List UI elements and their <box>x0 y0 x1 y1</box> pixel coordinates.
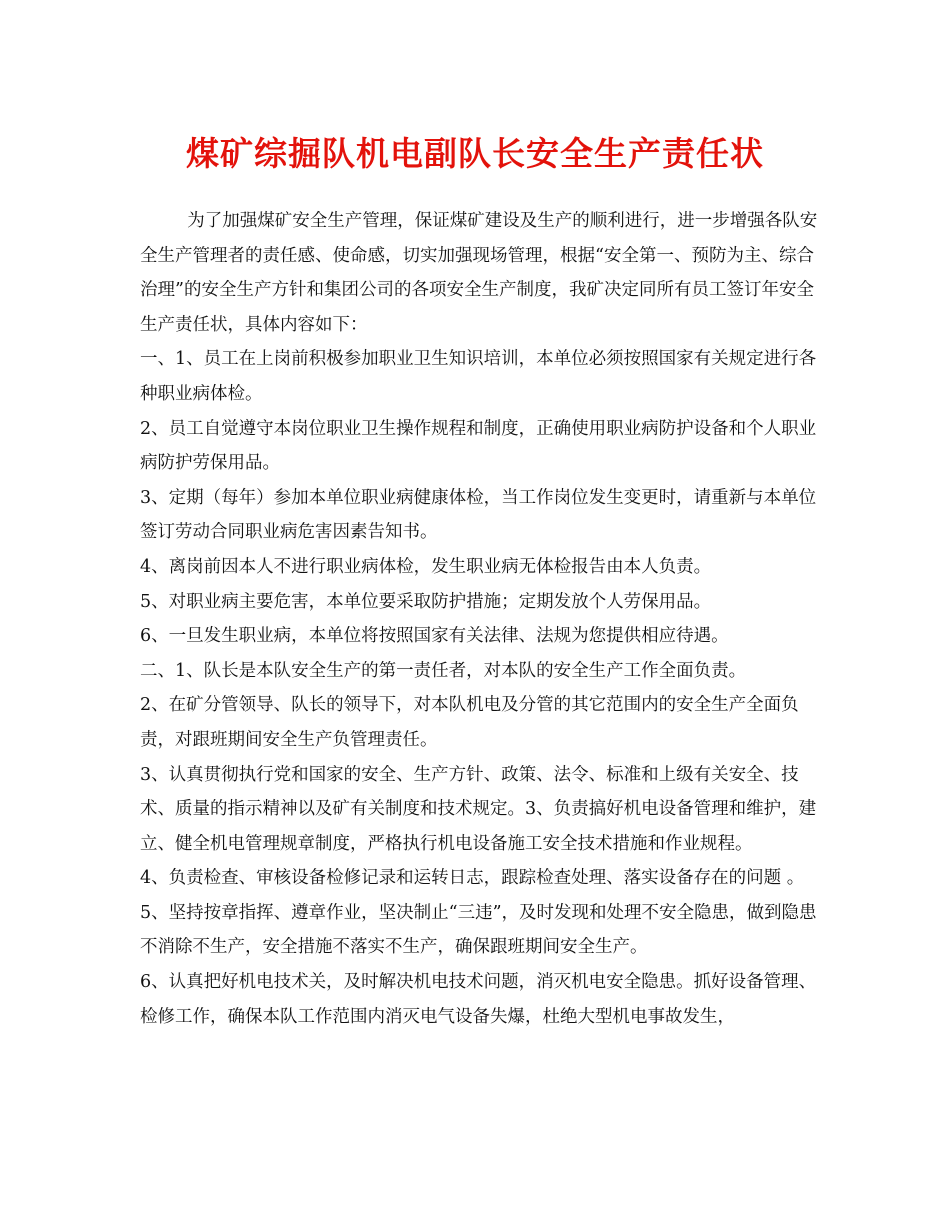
document-body <box>140 204 820 1034</box>
clause-paragraph: 3、定期（每年）参加本单位职业病健康体检，当工作岗位发生变更时，请重新与本单位签订劳动合同职业病危害因素告知书。 <box>140 487 817 543</box>
clause-paragraph: 2、在矿分管领导、队长的领导下，对本队机电及分管的其它范围内的安全生产全面负责，对跟班期间安全生产负管理责任。 <box>140 695 799 750</box>
clause-paragraph: 一、1、员工在上岗前积极参加职业卫生知识培训，本单位必须按照国家有关规定进行各种职业病体检。 <box>140 349 817 404</box>
clause-paragraph: 6、一旦发生职业病，本单位将按照国家有关法律、法规为您提供相应待遇。 <box>140 626 729 647</box>
clause-paragraph: 5、坚持按章指挥、遵章作业，坚决制止“三违”，及时发现和处理不安全隐患，做到隐患不消除不生产，安全措施不落实不生产，确保跟班期间安全生产。 <box>140 902 817 958</box>
intro-paragraph: 为了加强煤矿安全生产管理，保证煤矿建设及生产的顺利进行，进一步增强各队安全生产管理者的责任感、使命感，切实加强现场管理，根据“安全第一、预防为主、综合治理”的安全生产方针和集团公司的各项安全生产制度，我矿决定同所有员工签订年安全生产责任状，具体内容如下： <box>140 211 818 335</box>
clause-paragraph: 6、认真把好机电技术关，及时解决机电技术问题，消灭机电安全隐患。抓好设备管理、检修工作，确保本队工作范围内消灭电气设备失爆，杜绝大型机电事故发生， <box>140 972 817 1027</box>
document-title: 煤矿综掘队机电副队长安全生产责任状 <box>186 134 764 173</box>
clause-paragraph: 4、负责检查、审核设备检修记录和运转日志，跟踪检查处理、落实设备存在的问题 。 <box>140 868 805 889</box>
clause-paragraph: 2、员工自觉遵守本岗位职业卫生操作规程和制度，正确使用职业病防护设备和个人职业病防护劳保用品。 <box>140 418 817 474</box>
clause-paragraph: 3、认真贯彻执行党和国家的安全、生产方针、政策、法令、标准和上级有关安全、技术、质量的指示精神以及矿有关制度和技术规定。3、负责搞好机电设备管理和维护，建立、健全机电管理规章制度，严格执行机电设备施工安全技术措施和作业规程。 <box>140 764 817 854</box>
clause-paragraph: 5、对职业病主要危害，本单位要采取防护措施；定期发放个人劳保用品。 <box>140 591 712 612</box>
clause-paragraph: 4、离岗前因本人不进行职业病体检，发生职业病无体检报告由本人负责。 <box>140 556 712 577</box>
clause-paragraph: 二、1、队长是本队安全生产的第一责任者，对本队的安全生产工作全面负责。 <box>140 660 747 681</box>
